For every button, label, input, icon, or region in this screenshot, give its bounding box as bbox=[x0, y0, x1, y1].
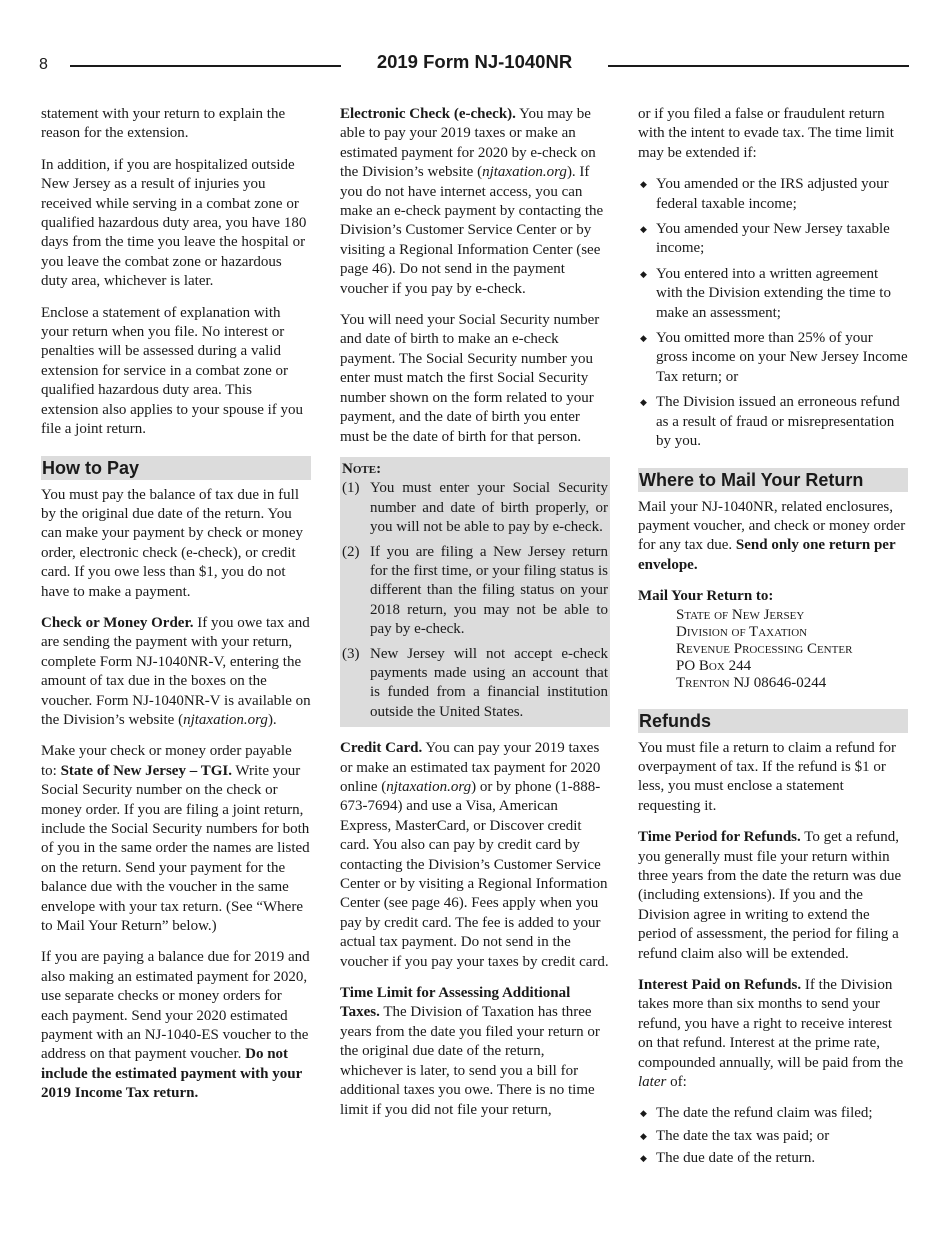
diamond-bullet-icon: ◆ bbox=[640, 268, 647, 279]
mailing-address bbox=[676, 607, 908, 693]
page-number: 8 bbox=[39, 56, 48, 73]
estimated-payment-paragraph: If you are paying a balance due for 2019 and also making an estimated payment for 2020, use separate checks or money orders for each payment. Send your 2020 estimated payment with an NJ-1040-ES voucher to the address on that payment voucher. Do not include the estimated payment with your 2019 Income Tax return. bbox=[41, 949, 310, 1102]
fraud-paragraph: or if you filed a false or fraudulent return with the intent to evade tax. The time limit may be extended if: bbox=[638, 106, 894, 161]
column-2 bbox=[340, 105, 610, 1132]
refund-paragraph: You must file a return to claim a refund for overpayment of tax. If the refund is $1 or less, you must enclose a statement requesting it. bbox=[638, 739, 896, 814]
note-item: (3) New Jersey will not accept e-check payments made using an account that is funded from a financial institution outside the United States. bbox=[342, 645, 608, 720]
time-period-paragraph: Time Period for Refunds. To get a refund, you generally must file your return within three years from the date the return was due (including extensions). If you and the Division agree in writing to extend the period of assessment, the period for filing a refund claim also will be extended. bbox=[638, 829, 902, 962]
diamond-bullet-icon: ◆ bbox=[640, 179, 647, 190]
estimated-payment-warning: Do not include the estimated payment with your 2019 Income Tax return. bbox=[41, 1046, 302, 1102]
where-to-mail-heading: Where to Mail Your Return bbox=[638, 468, 908, 492]
diamond-bullet-icon: ◆ bbox=[640, 1108, 647, 1119]
list-item: ◆ You amended your New Jersey taxable income; bbox=[640, 221, 890, 257]
echeck-lead: Electronic Check (e-check). bbox=[340, 106, 516, 122]
interest-dates-list bbox=[638, 1104, 908, 1168]
credit-card-paragraph: Credit Card. You can pay your 2019 taxes or make an estimated tax payment for 2020 online (njtaxation.org) or by phone (1-888-673-7694) and use a Visa, American Express, MasterCard, or Discover credit card. You also can pay by credit card by contacting the Division’s Customer Service Center or by visiting a Regional Information Center (see page 46). Fees apply when you pay by credit card. The fee is added to your actual tax payment. Do not send in the voucher if you pay your taxes by credit card. bbox=[340, 740, 609, 970]
address-line: Trenton NJ 08646-0244 bbox=[676, 675, 827, 692]
how-to-pay-heading: How to Pay bbox=[41, 456, 311, 480]
page-title: 2019 Form NJ-1040NR bbox=[376, 51, 573, 72]
column-3 bbox=[638, 105, 908, 1181]
diamond-bullet-icon: ◆ bbox=[640, 1130, 647, 1141]
mail-paragraph: Mail your NJ-1040NR, related enclosures, payment voucher, and check or money order for any tax due. Send only one return per envelope. bbox=[638, 498, 906, 573]
payable-paragraph: Make your check or money order payable to: State of New Jersey – TGI. Write your Social Security number on the check or money order. If you are filing a joint return, include the Social Security numbers for both of you in the same order the names are listed on the return. Send your payment for the balance due with the voucher in the same envelope with your tax return. (See “Where to Mail Your Return” below.) bbox=[41, 743, 310, 935]
list-item: ◆ You amended or the IRS adjusted your federal taxable income; bbox=[640, 176, 889, 212]
website-link[interactable]: njtaxation.org bbox=[386, 779, 472, 795]
website-link[interactable]: njtaxation.org bbox=[482, 164, 567, 181]
list-item: ◆ You omitted more than 25% of your gross income on your New Jersey Income Tax return; or bbox=[640, 330, 908, 385]
ssn-paragraph: You will need your Social Security number and date of birth to make an e-check payment. The Social Security number you enter must match the first Social Security number shown on the form related to your payment, and the date of birth you enter must be the date of birth for that person. bbox=[340, 312, 600, 445]
check-lead: Check or Money Order. bbox=[41, 614, 194, 631]
list-item: ◆ The date the refund claim was filed; bbox=[638, 1104, 908, 1123]
diamond-bullet-icon: ◆ bbox=[640, 224, 647, 235]
hospitalized-paragraph: In addition, if you are hospitalized outside New Jersey as a result of injuries you received while serving in a combat zone or qualified hazardous duty area, you have 180 days from the time you leave the hospital or you leave the combat zone or hazardous duty area, whichever is later. bbox=[41, 156, 307, 290]
address-line: Division of Taxation bbox=[676, 623, 808, 640]
list-item: ◆ The Division issued an erroneous refund as a result of fraud or misrepresentation by you. bbox=[640, 394, 900, 450]
time-limit-lead: Time Limit for Assessing Additional Taxes. bbox=[340, 985, 571, 1021]
header-rule-right bbox=[608, 65, 909, 67]
payee-name: State of New Jersey – TGI. bbox=[60, 762, 232, 779]
list-item: ◆ The date the tax was paid; or bbox=[638, 1127, 908, 1146]
website-link[interactable]: njtaxation.org bbox=[183, 711, 268, 728]
address-line: PO Box 244 bbox=[676, 658, 752, 675]
page-header bbox=[0, 52, 950, 78]
balance-due-paragraph: You must pay the balance of tax due in full by the original due date of the return. You can make your payment by check or money order, electronic check (e-check), or credit card. If you owe less than $1, you do not have to make a payment. bbox=[41, 486, 303, 600]
note-box bbox=[340, 457, 610, 727]
list-item: ◆ The due date of the return. bbox=[638, 1149, 908, 1168]
note-heading: Note: bbox=[342, 460, 382, 477]
address-line: Revenue Processing Center bbox=[676, 640, 853, 657]
column-1 bbox=[41, 105, 311, 1116]
time-limit-paragraph: Time Limit for Assessing Additional Taxes. The Division of Taxation has three years from the date you filed your return or the original due date of the return, whichever is later, to send you a bill for additional taxes you owe. There is no time limit if you did not file your return, bbox=[340, 985, 600, 1118]
interest-paragraph: Interest Paid on Refunds. If the Division takes more than six months to send your refund, you have a right to receive interest on that refund. Interest at the prime rate, compounded annually, will be paid from the later of: bbox=[638, 977, 904, 1091]
check-money-order-paragraph: Check or Money Order. If you owe tax and are sending the payment with your return, complete Form NJ-1040NR-V, entering the amount of tax due in the boxes on the voucher. Form NJ-1040NR-V is available on the Division’s website (njtaxation.org). bbox=[41, 614, 311, 728]
extension-conditions-list bbox=[638, 175, 908, 451]
combat-zone-statement-paragraph: Enclose a statement of explanation with your return when you file. No interest or penalties will be assessed during a valid extension for service in a combat zone or qualified hazardous duty area. This extension also applies to your spouse if you file a joint return. bbox=[41, 304, 304, 438]
header-rule-left bbox=[70, 65, 341, 67]
diamond-bullet-icon: ◆ bbox=[640, 397, 647, 408]
diamond-bullet-icon: ◆ bbox=[640, 333, 647, 344]
list-item: ◆ You entered into a written agreement with the Division extending the time to make an assessment; bbox=[640, 265, 891, 321]
refunds-heading: Refunds bbox=[638, 709, 908, 733]
interest-lead: Interest Paid on Refunds. bbox=[638, 977, 802, 994]
address-line: State of New Jersey bbox=[676, 606, 805, 623]
one-return-warning: Send only one return per envelope. bbox=[638, 537, 896, 573]
credit-card-lead: Credit Card. bbox=[340, 740, 423, 757]
extension-statement-paragraph: statement with your return to explain the reason for the extension. bbox=[41, 106, 286, 142]
mail-to-label: Mail Your Return to: bbox=[638, 588, 774, 605]
note-item: (1) You must enter your Social Security number and date of birth properly, or you will not be able to pay by e-check. bbox=[342, 480, 608, 536]
diamond-bullet-icon: ◆ bbox=[640, 1153, 647, 1164]
echeck-paragraph: Electronic Check (e-check). You may be able to pay your 2019 taxes or make an estimated payment for 2020 by e-check on the Division’s website (njtaxation.org). If you do not have internet access, you can make an e-check payment by contacting the Division’s Customer Service Center or by visiting a Regional Information Center (see page 46). Do not send in the payment voucher if you pay by e-check. bbox=[340, 106, 604, 297]
time-period-lead: Time Period for Refunds. bbox=[638, 829, 801, 846]
note-item: (2) If you are filing a New Jersey return for the first time, or your filing status is different than the filing status on your 2018 return, you may not be able to pay by e-check. bbox=[342, 543, 608, 638]
